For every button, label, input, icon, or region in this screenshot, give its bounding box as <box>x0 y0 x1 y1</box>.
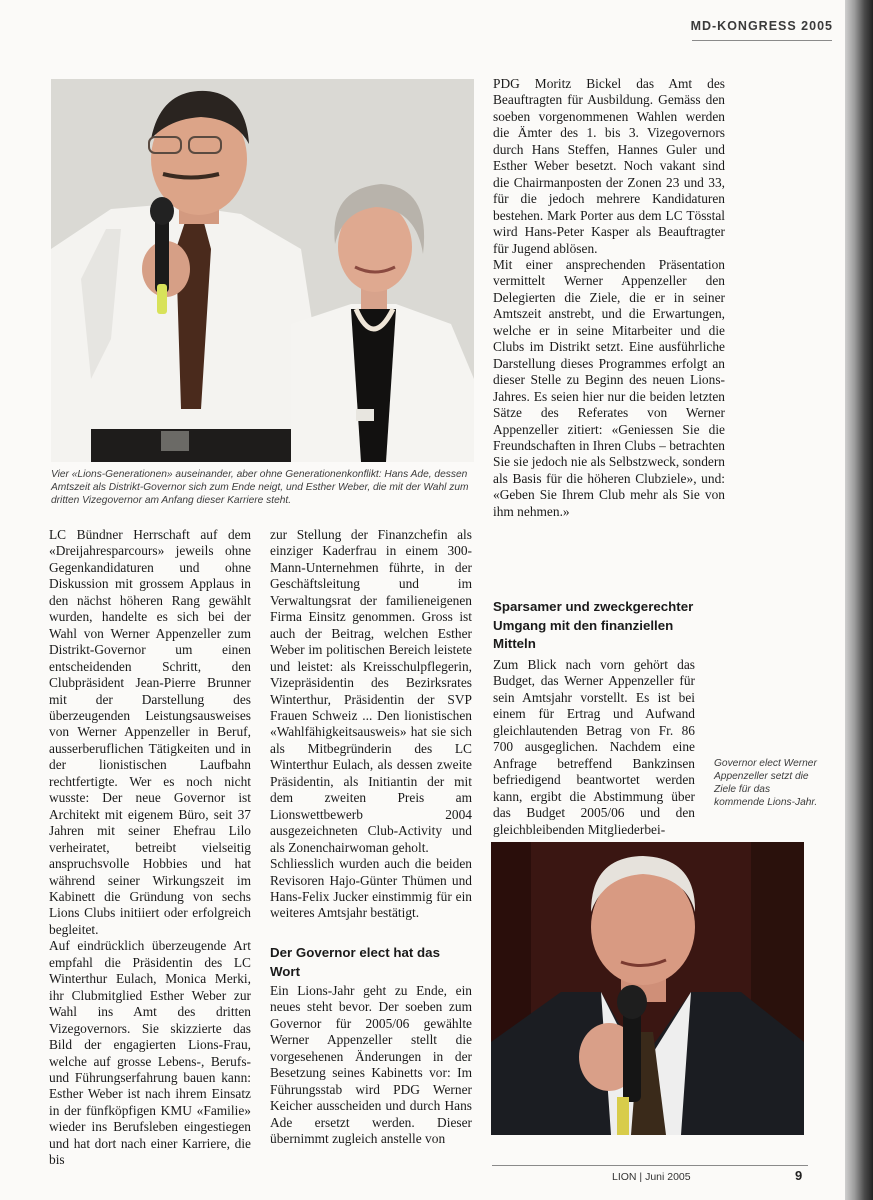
subheading-finances: Sparsamer und zweckgerechter Umgang mit den finanziellen Mitteln <box>493 599 694 651</box>
paragraph: Auf eindrücklich überzeugende Art empfahl die Präsidentin des LC Winterthur Eulach, Monica Merki, ihr Clubmitglied Esther Weber zur Wahl ins Amt des dritten Vizegovernors. Sie skizzierte das Bild der engagierten Lions-Frau, welche auf grosse Lebens-, Berufs- und Führungserfahrung bauen kann: Esther Weber ist nach ihrem Einsatz in der fünfköpfigen KMU «Familie» wieder ins Berufsleben eingestiegen und hat dort nach einer Karriere, die bis <box>49 938 251 1168</box>
photo-caption-top: Vier «Lions-Generationen» auseinander, aber ohne Generationenkonflikt: Hans Ade, dessen Amtszeit als Distrikt-Governor sich zum Ende neigt, und Esther Weber, die mit der Wahl zum dritten Vizegovernor am Anfang dieser Karriere steht. <box>51 469 469 507</box>
subheading-governor-elect: Der Governor elect hat das Wort <box>270 945 440 979</box>
paragraph: Zum Blick nach vorn gehört das Budget, das Werner Appenzeller für sein Amtsjahr vorstellt. Es ist bei einem für Ertrag und Aufwand gleichlautenden Betrag von Fr. 86 700 ausgeglichen. Nachdem eine Anfrage betreffend Bankzinsen befriedigend beantwortet werden kann, ergibt die Abstimmung über das Budget 2005/06 und den gleichbleibenden Mitgliederbei- <box>493 657 695 837</box>
paragraph: PDG Moritz Bickel das Amt des Beauftragten für Ausbildung. Gemäss den soeben vorgenommenen Wahlen werden die Ämter des 1. bis 3. Vizegovernors durch Hans Steffen, Hannes Guler und Esther Weber besetzt. Noch vakant sind die Chairmanposten der Zonen 23 und 33, für die jedoch mehrere Kandidaturen bestehen. Mark Porter aus dem LC Tösstal wird Hans-Peter Kasper als Beauftragter für Jugend ablösen. <box>493 76 725 256</box>
paragraph: Ein Lions-Jahr geht zu Ende, ein neues steht bevor. Der soeben zum Governor für 2005/06 gewählte Werner Appenzeller stellt die vorgesehenen Änderungen in der Besetzung seines Kabinetts vor: Im Führungsstab wird PDG Werner Keicher ausscheiden und durch Hans Ade ersetzt werden. Dieser übernimmt zugleich anstelle von <box>270 983 472 1147</box>
paragraph: Schliesslich wurden auch die beiden Revisoren Hajo-Günter Thümen und Hans-Felix Jucker einstimmig für ein weiteres Amtsjahr bestätigt. <box>270 856 472 921</box>
article-column-3 <box>493 76 725 520</box>
article-column-2 <box>270 527 472 922</box>
article-column-1 <box>49 527 251 1169</box>
photo-hans-ade-esther-weber <box>51 79 474 462</box>
article-column-2-continued <box>270 983 472 1148</box>
article-column-3-lower <box>493 657 695 838</box>
photo-werner-appenzeller <box>491 842 804 1135</box>
section-header: MD-KONGRESS 2005 <box>690 19 833 33</box>
page-binding-edge <box>845 0 873 1200</box>
footer-publication: LION | Juni 2005 <box>612 1171 691 1183</box>
paragraph: LC Bündner Herrschaft auf dem «Dreijahresparcours» jeweils ohne Gegenkandidaturen und ohne Diskussion mit grossem Applaus in den nächst höheren Rang gewählt wurden, handelte es sich bei der Wahl von Werner Appenzeller zum Distrikt-Governor um einen entscheidenden Schritt, den Clubpräsident Jean-Pierre Brunner mit der Darstellung des überzeugenden Leistungsausweises von Werner Appenzeller in Beruf, ausserberuflichen Tätigkeiten und in der lionistischen Laufbahn rechtfertigte. Wer es noch nicht wusste: Der neue Governor ist Architekt mit eigenem Büro, seit 37 Jahren mit seiner Ehefrau Lilo verheiratet, betreibt vielseitig anspruchsvolle Hobbies und hat während seiner Wirkungszeit im Kabinett die Gründung von sechs Lions Clubs initiiert oder erfolgreich begleitet. <box>49 527 251 937</box>
paragraph: Mit einer ansprechenden Präsentation vermittelt Werner Appenzeller den Delegierten die Ziele, die er in seiner Amtszeit anstrebt, und die Erwartungen, welche er in seine Mitarbeiter und die Clubs im Distrikt setzt. Eine ausführliche Darstellung dieses Programmes erfolgt an dieser Stelle zu Beginn des neuen Lions-Jahres. Es seien hier nur die beiden letzten Sätze des Referates von Werner Appenzeller zitiert: «Geniessen Sie die Freundschaften in Ihren Clubs – betrachten Sie sie jedoch nie als Selbstzweck, sondern als Basis für die höheren Clubziele», und: «Geben Sie Ihrem Club mehr als Sie von ihm nehmen.» <box>493 256 725 519</box>
header-rule <box>692 40 832 41</box>
footer-rule <box>492 1165 808 1166</box>
paragraph: zur Stellung der Finanzchefin als einziger Kaderfrau in einem 300-Mann-Unternehmen führte, in der Geschäftsleitung und im Verwaltungsrat der familieneigenen Firma Einsitz genommen. Gross ist auch der Beitrag, welchen Esther Weber im politischen Bereich leistete und leistet: als Kreisschulpflegerin, Vizepräsidentin des Bezirksrates Winterthur, Präsidentin der SVP Frauen Schweiz ... Den lionistischen «Wahlfähigkeitsausweis» hat sie sich als Mitbegründerin des LC Winterthur Eulach, als dessen zweite Präsidentin, als Initiantin der mit dem zweiten Preis am Lionswettbewerb 2004 ausgezeichneten Club-Activity und als Zonenchairwoman geholt. <box>270 527 472 855</box>
photo-caption-side: Governor elect Werner Appenzeller setzt die Ziele für das kommende Lions-Jahr. <box>714 758 818 808</box>
page-number: 9 <box>795 1168 803 1183</box>
